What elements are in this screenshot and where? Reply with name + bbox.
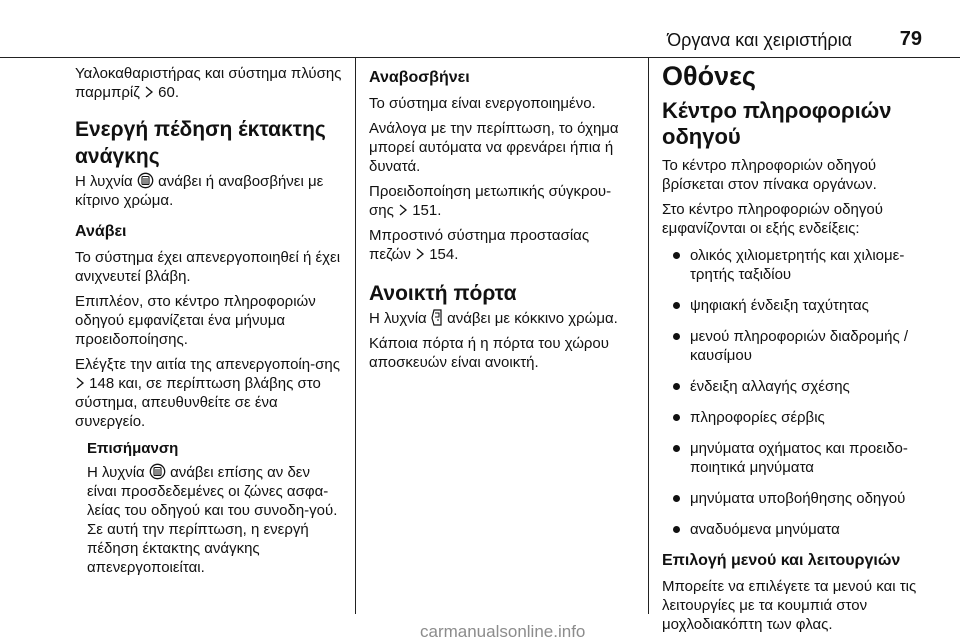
- emergency-brake-icon: [149, 463, 166, 480]
- bullet-icon: [673, 333, 680, 340]
- paragraph: Προειδοποίηση μετωπικής σύγκρου-σης 151.: [369, 183, 612, 219]
- paragraph: Μπορείτε να επιλέγετε τα μενού και τις λειτουργίες με τα κουμπιά στον μοχλοδιακόπτη των φλας.: [662, 578, 917, 633]
- arrow-right-icon: [144, 86, 154, 98]
- bullet-icon: [673, 383, 680, 390]
- sub-heading: Ανάβει: [75, 223, 127, 240]
- section-heading: Ανοικτή πόρτα: [369, 282, 517, 305]
- paragraph: Η λυχνία ανάβει ή αναβοσβήνει με κίτρινο χρώμα.: [75, 173, 324, 209]
- section-heading: Κέντρο πληροφοριών οδηγού: [662, 98, 892, 149]
- bullet-icon: [673, 526, 680, 533]
- paragraph: Ανάλογα με την περίπτωση, το όχημα μπορεί αυτόματα να φρενάρει ήπια ή δυνατά.: [369, 120, 619, 175]
- open-door-icon: [431, 309, 443, 326]
- paragraph: Το σύστημα έχει απενεργοποιηθεί ή έχει ανιχνευτεί βλάβη.: [75, 249, 341, 285]
- column-divider: [648, 58, 649, 614]
- column-divider: [355, 58, 356, 614]
- paragraph: Κάποια πόρτα ή η πόρτα του χώρου αποσκευών είναι ανοικτή.: [369, 335, 609, 371]
- sub-heading: Αναβοσβήνει: [369, 69, 470, 86]
- page-header: [0, 0, 960, 58]
- bullet-icon: [673, 252, 680, 259]
- section-heading: Ενεργή πέδηση έκτακτης ανάγκης: [75, 118, 326, 168]
- indicator-list: [662, 246, 930, 539]
- arrow-right-icon: [415, 248, 425, 260]
- paragraph: Μπροστινό σύστημα προστασίας πεζών 154.: [369, 227, 590, 263]
- arrow-right-icon: [398, 204, 408, 216]
- list-item: μηνύματα υποβοήθησης οδηγού: [662, 489, 930, 508]
- column-middle: [369, 64, 635, 378]
- bullet-icon: [673, 445, 680, 452]
- list-item: ψηφιακή ένδειξη ταχύτητας: [662, 296, 930, 315]
- paragraph: Η λυχνία ανάβει με κόκκινο χρώμα.: [369, 310, 618, 327]
- emergency-brake-icon: [137, 172, 154, 189]
- page-number: 79: [899, 28, 922, 50]
- bullet-icon: [673, 302, 680, 309]
- paragraph: Στο κέντρο πληροφοριών οδηγού εμφανίζονται οι εξής ενδείξεις:: [662, 201, 883, 237]
- paragraph: Το κέντρο πληροφοριών οδηγού βρίσκεται στον πίνακα οργάνων.: [662, 157, 877, 193]
- paragraph: Ελέγξτε την αιτία της απενεργοποίη-σης 148 και, σε περίπτωση βλάβης στο σύστημα, απευθυνθείτε σε ένα συνεργείο.: [75, 356, 340, 430]
- list-item: πληροφορίες σέρβις: [662, 408, 930, 427]
- arrow-right-icon: [75, 377, 85, 389]
- column-right: [662, 60, 930, 640]
- paragraph: Το σύστημα είναι ενεργοποιημένο.: [369, 95, 596, 112]
- column-left: [75, 64, 343, 583]
- paragraph: Επιπλέον, στο κέντρο πληροφοριών οδηγού εμφανίζεται ένα μήνυμα προειδοποίησης.: [75, 293, 316, 348]
- watermark: carmanualsonline.info: [420, 622, 586, 641]
- paragraph: Η λυχνία ανάβει επίσης αν δεν είναι προσδεδεμένες οι ζώνες ασφα-λείας του οδηγού και του συνοδη-γού. Σε αυτή την περίπτωση, η ενεργή πέδηση έκτακτης ανάγκης απενεργοποιείται.: [87, 464, 338, 576]
- page-header-title: Όργανα και χειριστήρια: [667, 30, 852, 50]
- paragraph: Υαλοκαθαριστήρας και σύστημα πλύσης παρμπρίζ 60.: [75, 65, 342, 101]
- sub-heading: Επιλογή μενού και λειτουργιών: [662, 552, 901, 569]
- bullet-icon: [673, 414, 680, 421]
- chapter-title: Οθόνες: [662, 61, 756, 91]
- list-item: αναδυόμενα μηνύματα: [662, 520, 930, 539]
- list-item: μηνύματα οχήματος και προειδο-ποιητικά μηνύματα: [662, 439, 930, 477]
- list-item: ολικός χιλιομετρητής και χιλιομε-τρητής ταξιδίου: [662, 246, 930, 284]
- note-box: [87, 439, 343, 577]
- header-rule: [0, 57, 960, 58]
- list-item: ένδειξη αλλαγής σχέσης: [662, 377, 930, 396]
- note-heading: Επισήμανση: [87, 440, 179, 457]
- list-item: μενού πληροφοριών διαδρομής / καυσίμου: [662, 327, 930, 365]
- bullet-icon: [673, 495, 680, 502]
